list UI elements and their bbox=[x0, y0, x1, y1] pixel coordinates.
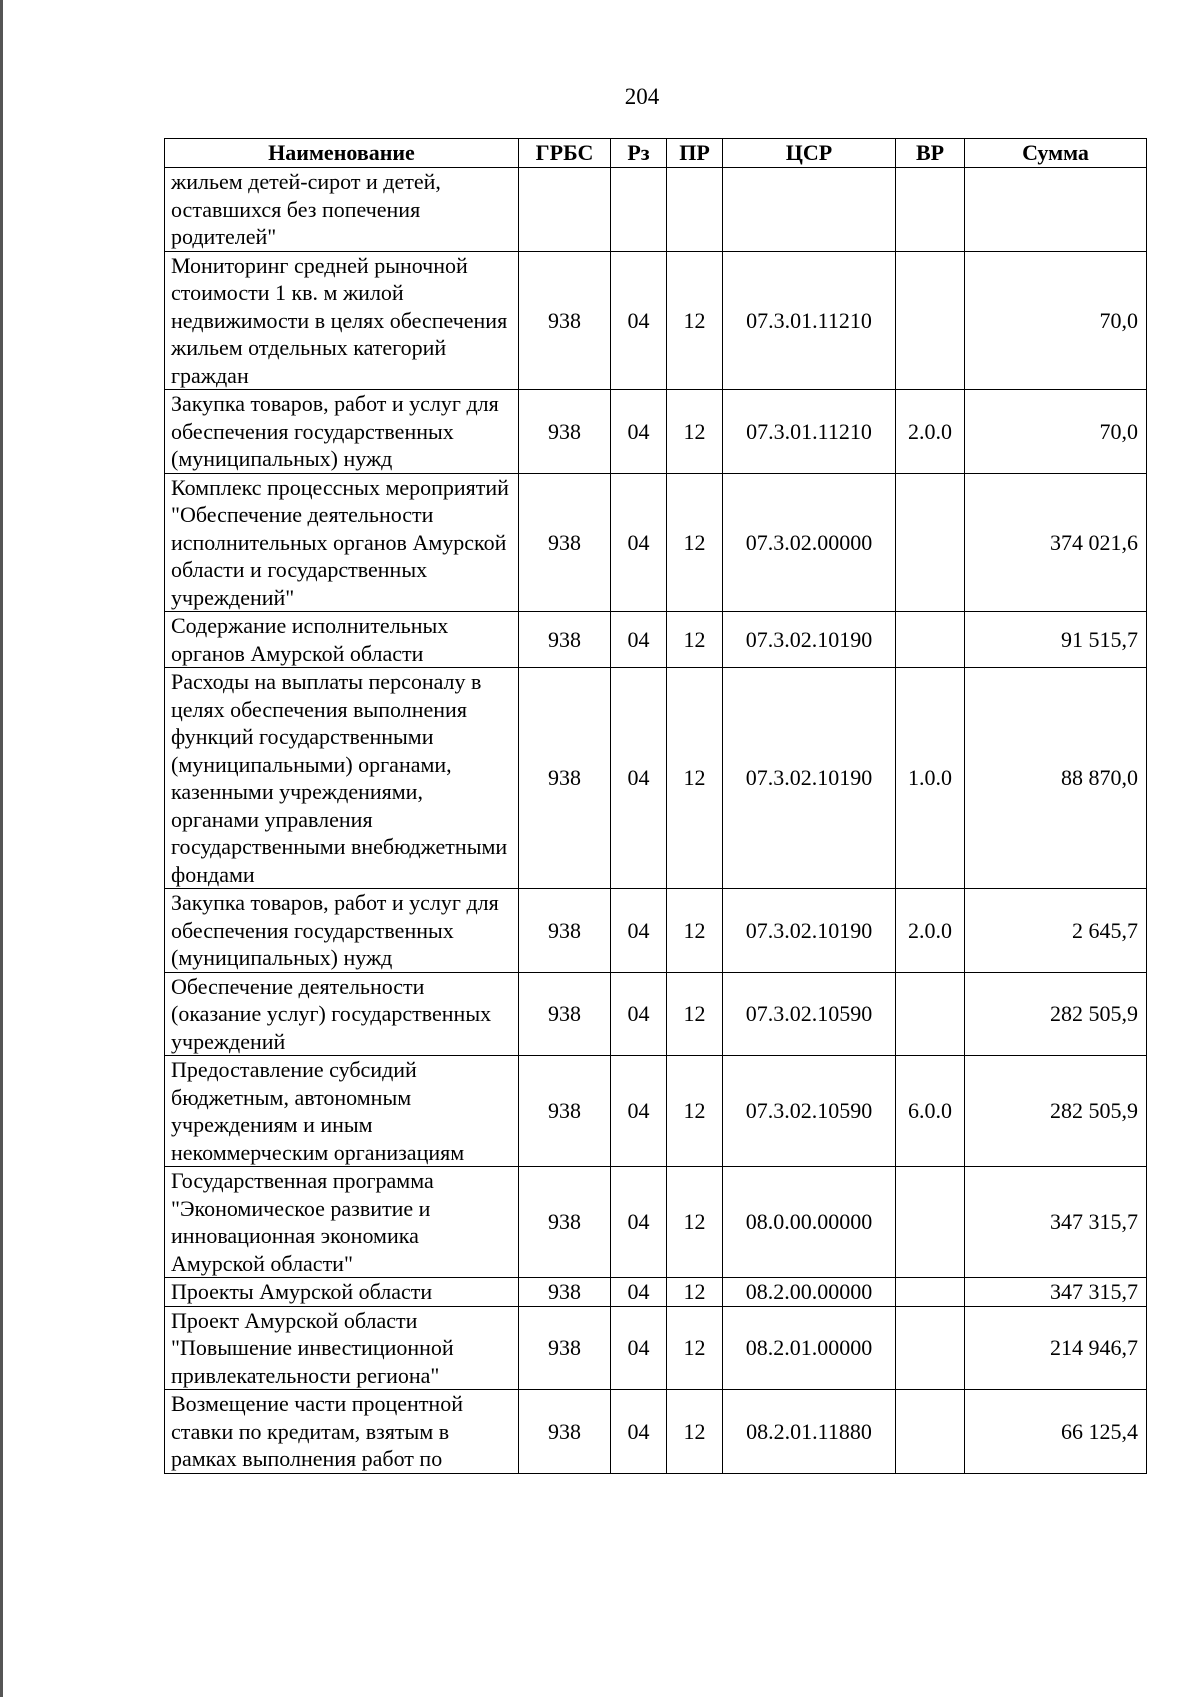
cell-name: жильем детей-сирот и детей, оставшихся без попечения родителей" bbox=[165, 168, 519, 252]
cell-name: Комплекс процессных мероприятий "Обеспечение деятельности исполнительных органов Амурской области и государственных учреждений" bbox=[165, 473, 519, 612]
cell-pr: 12 bbox=[667, 1056, 723, 1167]
cell-sum: 70,0 bbox=[965, 390, 1147, 474]
cell-pr: 12 bbox=[667, 1390, 723, 1474]
cell-grbs: 938 bbox=[519, 473, 611, 612]
cell-csr: 07.3.01.11210 bbox=[723, 251, 896, 390]
cell-sum: 347 315,7 bbox=[965, 1167, 1147, 1278]
cell-vr: 1.0.0 bbox=[896, 668, 965, 889]
cell-vr: 6.0.0 bbox=[896, 1056, 965, 1167]
cell-csr: 07.3.02.10590 bbox=[723, 972, 896, 1056]
header-sum: Сумма bbox=[965, 139, 1147, 168]
cell-name: Расходы на выплаты персоналу в целях обеспечения выполнения функций государственными (муниципальными) органами, казенными учреждениями, органами управления государственными внебюджетными фондами bbox=[165, 668, 519, 889]
cell-grbs: 938 bbox=[519, 390, 611, 474]
cell-vr bbox=[896, 473, 965, 612]
cell-csr: 08.2.01.11880 bbox=[723, 1390, 896, 1474]
cell-grbs: 938 bbox=[519, 612, 611, 668]
cell-pr bbox=[667, 168, 723, 252]
header-pr: ПР bbox=[667, 139, 723, 168]
cell-name: Обеспечение деятельности (оказание услуг) государственных учреждений bbox=[165, 972, 519, 1056]
cell-csr bbox=[723, 168, 896, 252]
scan-edge bbox=[0, 0, 3, 1697]
table-row bbox=[165, 668, 1147, 889]
cell-sum: 214 946,7 bbox=[965, 1306, 1147, 1390]
cell-grbs: 938 bbox=[519, 1306, 611, 1390]
cell-rz: 04 bbox=[611, 668, 667, 889]
cell-pr: 12 bbox=[667, 612, 723, 668]
cell-rz: 04 bbox=[611, 1056, 667, 1167]
table-row bbox=[165, 473, 1147, 612]
table-row bbox=[165, 972, 1147, 1056]
cell-vr: 2.0.0 bbox=[896, 390, 965, 474]
table-row bbox=[165, 168, 1147, 252]
cell-name: Государственная программа "Экономическое развитие и инновационная экономика Амурской области" bbox=[165, 1167, 519, 1278]
header-name: Наименование bbox=[165, 139, 519, 168]
cell-rz: 04 bbox=[611, 1306, 667, 1390]
cell-rz bbox=[611, 168, 667, 252]
cell-sum: 374 021,6 bbox=[965, 473, 1147, 612]
cell-vr bbox=[896, 251, 965, 390]
cell-grbs: 938 bbox=[519, 889, 611, 973]
cell-pr: 12 bbox=[667, 473, 723, 612]
cell-rz: 04 bbox=[611, 251, 667, 390]
cell-sum: 347 315,7 bbox=[965, 1278, 1147, 1307]
cell-pr: 12 bbox=[667, 1306, 723, 1390]
cell-pr: 12 bbox=[667, 1167, 723, 1278]
cell-csr: 07.3.02.10590 bbox=[723, 1056, 896, 1167]
cell-vr bbox=[896, 168, 965, 252]
table-body bbox=[165, 168, 1147, 1474]
cell-vr bbox=[896, 1167, 965, 1278]
cell-name: Предоставление субсидий бюджетным, автономным учреждениям и иным некоммерческим организациям bbox=[165, 1056, 519, 1167]
table-row bbox=[165, 390, 1147, 474]
cell-grbs: 938 bbox=[519, 668, 611, 889]
cell-sum: 66 125,4 bbox=[965, 1390, 1147, 1474]
cell-rz: 04 bbox=[611, 1167, 667, 1278]
cell-sum: 282 505,9 bbox=[965, 1056, 1147, 1167]
cell-grbs: 938 bbox=[519, 1167, 611, 1278]
cell-vr bbox=[896, 1390, 965, 1474]
table-row bbox=[165, 1056, 1147, 1167]
table-row bbox=[165, 1167, 1147, 1278]
cell-csr: 08.0.00.00000 bbox=[723, 1167, 896, 1278]
table-row bbox=[165, 1390, 1147, 1474]
cell-csr: 07.3.02.10190 bbox=[723, 668, 896, 889]
cell-name: Возмещение части процентной ставки по кредитам, взятым в рамках выполнения работ по bbox=[165, 1390, 519, 1474]
cell-grbs: 938 bbox=[519, 1278, 611, 1307]
table-row bbox=[165, 1306, 1147, 1390]
cell-grbs bbox=[519, 168, 611, 252]
cell-name: Проекты Амурской области bbox=[165, 1278, 519, 1307]
cell-sum: 70,0 bbox=[965, 251, 1147, 390]
header-vr: ВР bbox=[896, 139, 965, 168]
cell-vr bbox=[896, 1306, 965, 1390]
cell-name: Содержание исполнительных органов Амурской области bbox=[165, 612, 519, 668]
cell-rz: 04 bbox=[611, 889, 667, 973]
cell-pr: 12 bbox=[667, 889, 723, 973]
cell-sum: 88 870,0 bbox=[965, 668, 1147, 889]
cell-rz: 04 bbox=[611, 1278, 667, 1307]
cell-pr: 12 bbox=[667, 972, 723, 1056]
cell-rz: 04 bbox=[611, 473, 667, 612]
cell-vr bbox=[896, 1278, 965, 1307]
table-row bbox=[165, 251, 1147, 390]
cell-pr: 12 bbox=[667, 390, 723, 474]
cell-sum: 91 515,7 bbox=[965, 612, 1147, 668]
cell-pr: 12 bbox=[667, 668, 723, 889]
header-rz: Рз bbox=[611, 139, 667, 168]
cell-vr: 2.0.0 bbox=[896, 889, 965, 973]
cell-rz: 04 bbox=[611, 390, 667, 474]
cell-csr: 08.2.01.00000 bbox=[723, 1306, 896, 1390]
cell-rz: 04 bbox=[611, 972, 667, 1056]
table-header-row bbox=[165, 139, 1147, 168]
cell-grbs: 938 bbox=[519, 1056, 611, 1167]
cell-grbs: 938 bbox=[519, 1390, 611, 1474]
cell-grbs: 938 bbox=[519, 972, 611, 1056]
cell-sum: 2 645,7 bbox=[965, 889, 1147, 973]
cell-csr: 08.2.00.00000 bbox=[723, 1278, 896, 1307]
page-number: 204 bbox=[624, 84, 660, 109]
table-row bbox=[165, 1278, 1147, 1307]
table-row bbox=[165, 889, 1147, 973]
cell-csr: 07.3.02.00000 bbox=[723, 473, 896, 612]
cell-pr: 12 bbox=[667, 1278, 723, 1307]
cell-name: Закупка товаров, работ и услуг для обеспечения государственных (муниципальных) нужд bbox=[165, 390, 519, 474]
cell-grbs: 938 bbox=[519, 251, 611, 390]
budget-table bbox=[164, 138, 1147, 1474]
cell-name: Мониторинг средней рыночной стоимости 1 кв. м жилой недвижимости в целях обеспечения жильем отдельных категорий граждан bbox=[165, 251, 519, 390]
cell-rz: 04 bbox=[611, 612, 667, 668]
table-row bbox=[165, 612, 1147, 668]
cell-rz: 04 bbox=[611, 1390, 667, 1474]
cell-sum bbox=[965, 168, 1147, 252]
cell-name: Закупка товаров, работ и услуг для обеспечения государственных (муниципальных) нужд bbox=[165, 889, 519, 973]
cell-sum: 282 505,9 bbox=[965, 972, 1147, 1056]
cell-vr bbox=[896, 972, 965, 1056]
cell-pr: 12 bbox=[667, 251, 723, 390]
header-grbs: ГРБС bbox=[519, 139, 611, 168]
cell-csr: 07.3.01.11210 bbox=[723, 390, 896, 474]
cell-csr: 07.3.02.10190 bbox=[723, 612, 896, 668]
cell-name: Проект Амурской области "Повышение инвестиционной привлекательности региона" bbox=[165, 1306, 519, 1390]
header-csr: ЦСР bbox=[723, 139, 896, 168]
cell-csr: 07.3.02.10190 bbox=[723, 889, 896, 973]
cell-vr bbox=[896, 612, 965, 668]
